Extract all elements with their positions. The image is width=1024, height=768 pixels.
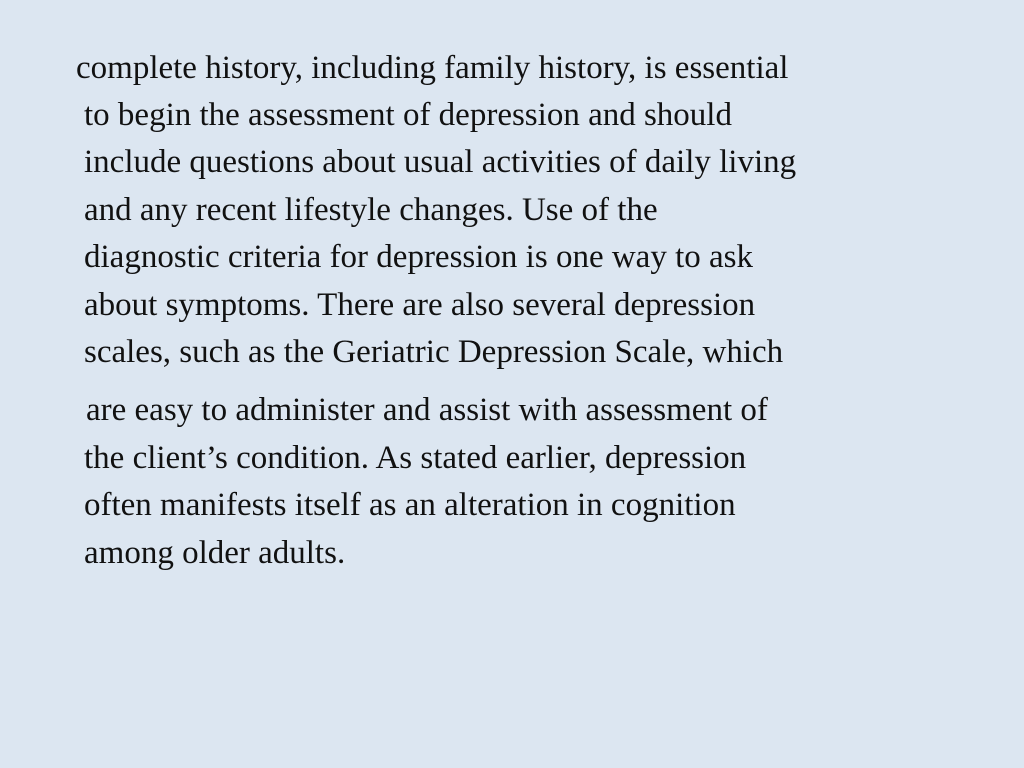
body-line: scales, such as the Geriatric Depression Scale, which [84, 334, 784, 370]
body-line: include questions about usual activities of daily living [84, 144, 797, 180]
body-line: about symptoms. There are also several depression [84, 287, 756, 323]
body-line: often manifests itself as an alteration in cognition [84, 487, 736, 523]
body-line: complete history, including family history, is essential [76, 50, 789, 86]
body-line: and any recent lifestyle changes. Use of the [84, 192, 658, 228]
body-line: among older adults. [84, 535, 346, 571]
body-line: are easy to administer and assist with assessment of [86, 392, 768, 428]
body-line: diagnostic criteria for depression is one way to ask [84, 239, 753, 275]
body-line: to begin the assessment of depression and should [84, 97, 732, 133]
body-line: the client’s condition. As stated earlier, depression [84, 440, 747, 476]
